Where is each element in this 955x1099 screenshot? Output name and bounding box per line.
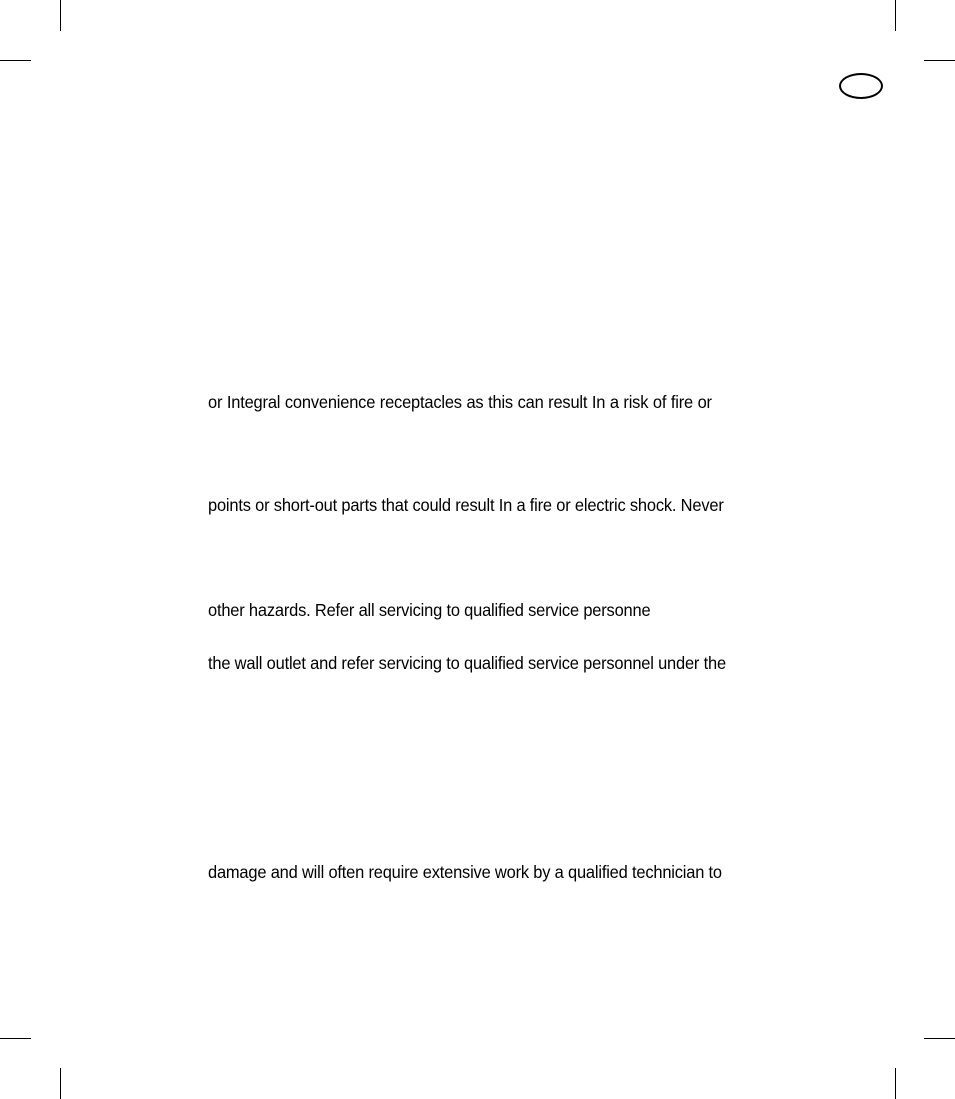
crop-mark-bottom-right-horizontal bbox=[924, 1038, 955, 1039]
crop-mark-bottom-left-vertical bbox=[60, 1068, 61, 1099]
text-line: the wall outlet and refer servicing to qualified service personnel under the bbox=[208, 653, 726, 673]
crop-mark-top-left-horizontal bbox=[0, 60, 31, 61]
crop-mark-top-left-vertical bbox=[60, 0, 61, 31]
language-badge bbox=[839, 73, 883, 99]
text-line: points or short-out parts that could result In a fire or electric shock. Never bbox=[208, 495, 724, 515]
crop-mark-bottom-left-horizontal bbox=[0, 1038, 31, 1039]
crop-mark-bottom-right-vertical bbox=[895, 1068, 896, 1099]
text-line: or Integral convenience receptacles as this can result In a risk of fire or bbox=[208, 392, 712, 412]
crop-mark-top-right-vertical bbox=[895, 0, 896, 31]
text-line: damage and will often require extensive work by a qualified technician to bbox=[208, 862, 722, 882]
crop-mark-top-right-horizontal bbox=[924, 60, 955, 61]
text-line: other hazards. Refer all servicing to qualified service personne bbox=[208, 600, 651, 620]
